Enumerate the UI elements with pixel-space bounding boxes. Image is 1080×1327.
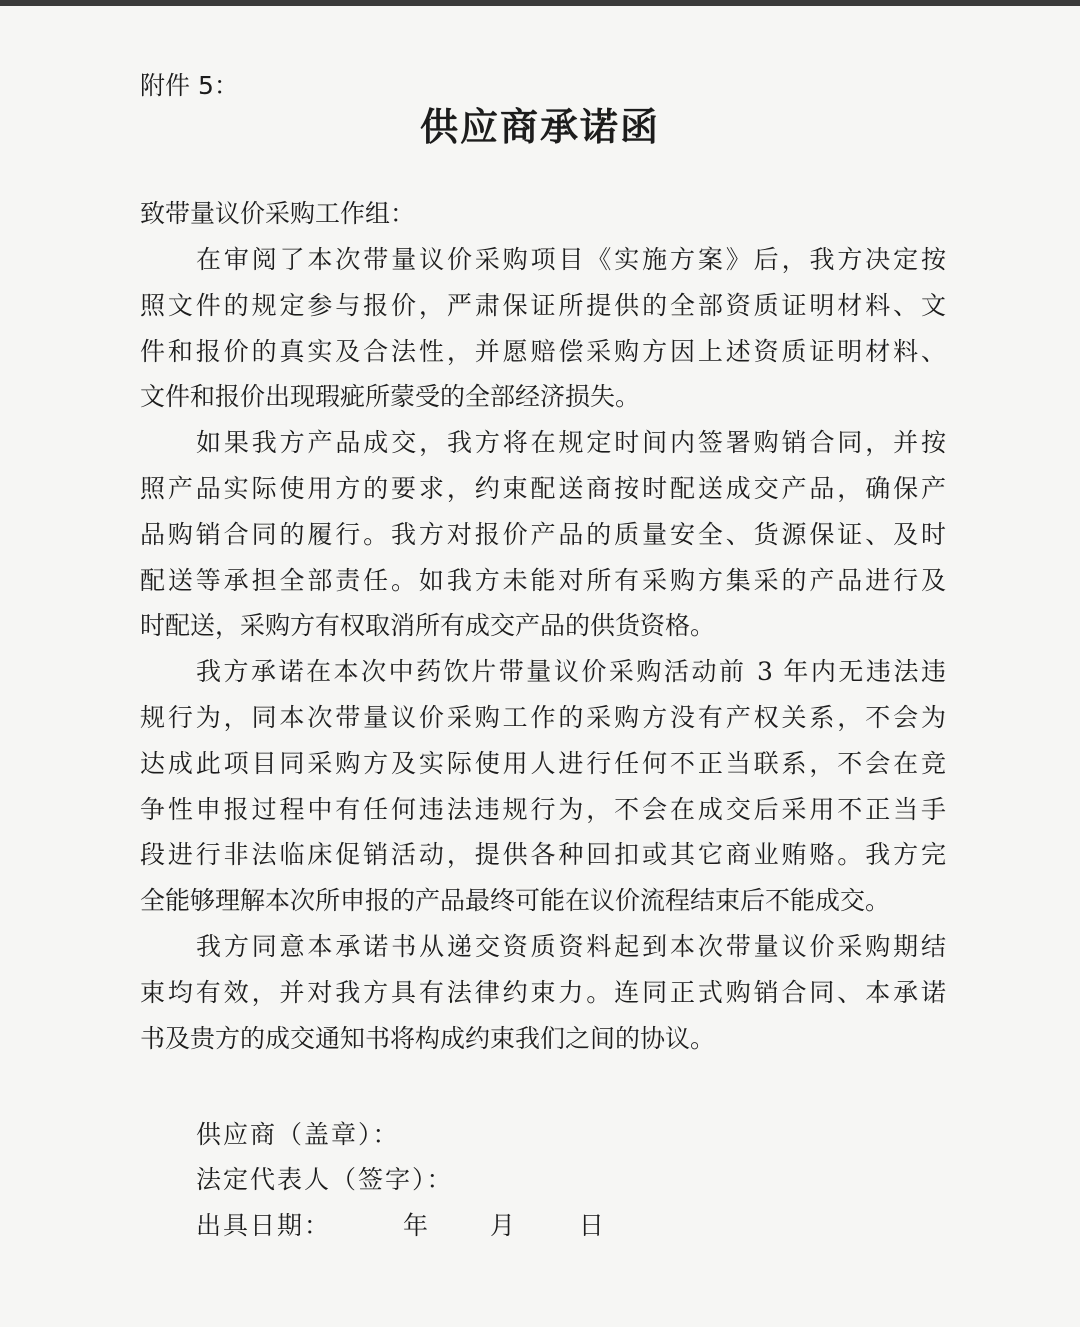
document-title: 供应商承诺函 [419, 104, 660, 149]
attachment-label: 附件 5： [140, 71, 239, 100]
year-label: 年 [402, 1211, 430, 1240]
paragraph-line: 书及贵方的成交通知书将构成约束我们之间的协议。 [140, 1023, 716, 1053]
paragraph-line: 我方同意本承诺书从递交资质资料起到本次带量议价采购期结 [196, 932, 946, 961]
paragraph-line: 段进行非法临床促销活动，提供各种回扣或其它商业贿赂。我方完 [140, 840, 946, 870]
supplier-seal-label: 供应商（盖章）： [196, 1120, 400, 1149]
paragraph-line: 配送等承担全部责任。如我方未能对所有采购方集采的产品进行及 [140, 565, 946, 595]
paragraph-line: 品购销合同的履行。我方对报价产品的质量安全、货源保证、及时 [140, 519, 946, 549]
paragraph-line: 件和报价的真实及合法性，并愿赔偿采购方因上述资质证明材料、 [140, 336, 946, 366]
paragraph-line: 文件和报价出现瑕疵所蒙受的全部经济损失。 [140, 382, 641, 412]
issue-date [196, 1206, 606, 1242]
paragraph-line: 争性申报过程中有任何违法违规行为，不会在成交后采用不正当手 [140, 794, 946, 824]
paragraph-line: 达成此项目同采购方及实际使用人进行任何不正当联系，不会在竞 [140, 748, 946, 778]
paragraph-line: 全能够理解本次所申报的产品最终可能在议价流程结束后不能成交。 [140, 886, 891, 916]
paragraph-line: 我方承诺在本次中药饮片带量议价采购活动前 3 年内无违法违 [196, 657, 946, 687]
top-border [0, 0, 1080, 6]
paragraph-line: 在审阅了本次带量议价采购项目《实施方案》后，我方决定按 [196, 245, 946, 274]
day-label: 日 [578, 1211, 606, 1240]
date-label: 出具日期： [196, 1211, 332, 1240]
paragraph-line: 时配送，采购方有权取消所有成交产品的供货资格。 [140, 611, 716, 641]
paragraph-line: 规行为，同本次带量议价采购工作的采购方没有产权关系，不会为 [140, 703, 946, 732]
paragraph-line: 照产品实际使用方的要求，约束配送商按时配送成交产品，确保产 [140, 474, 946, 503]
month-label: 月 [489, 1211, 517, 1240]
paragraph-line: 照文件的规定参与报价，严肃保证所提供的全部资质证明材料、文 [140, 290, 946, 320]
salutation: 致带量议价采购工作组： [140, 199, 416, 228]
paragraph-line: 如果我方产品成交，我方将在规定时间内签署购销合同，并按 [196, 428, 946, 458]
paragraph-line: 束均有效，并对我方具有法律约束力。连同正式购销合同、本承诺 [140, 977, 946, 1007]
representative-signature-label: 法定代表人（签字）： [196, 1165, 454, 1194]
